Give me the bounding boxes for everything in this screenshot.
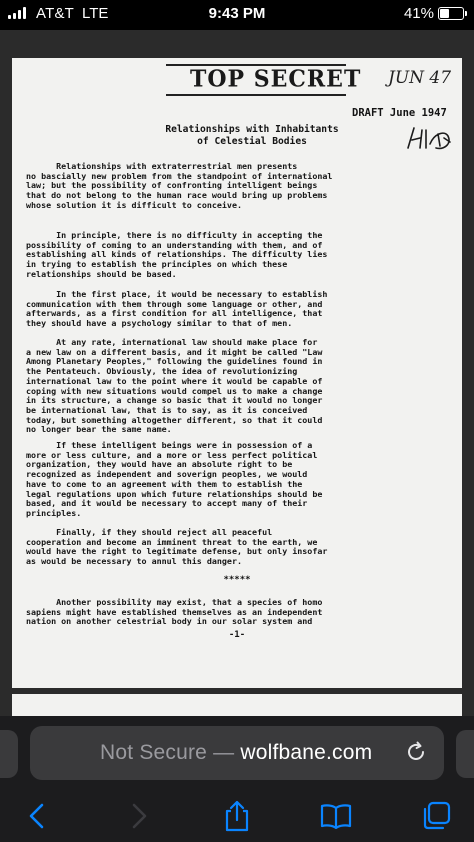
status-bar bbox=[0, 0, 474, 30]
draft-date: DRAFT June 1947 bbox=[352, 107, 447, 119]
document-text-line: relationships should be based. bbox=[26, 268, 177, 279]
chevron-left-icon[interactable] bbox=[20, 800, 56, 832]
handwritten-file-note-icon bbox=[404, 124, 456, 152]
document-text-line: Relationships with extraterrestrial men presents bbox=[26, 161, 298, 171]
document-text-line: Another possibility may exist, that a species of homo bbox=[26, 597, 323, 607]
status-time: 9:43 PM bbox=[208, 5, 266, 22]
carrier-name: AT&T bbox=[36, 5, 75, 22]
document-text-line: that do not belong to the human race would bring up problems bbox=[26, 190, 328, 201]
document-text-line: afterwards, as a first condition for all intelligence, that bbox=[26, 308, 323, 319]
security-label: Not Secure bbox=[100, 741, 208, 764]
previous-tab-peek[interactable] bbox=[0, 730, 18, 778]
document-text-line: coping with new situations would compel us to make a change bbox=[26, 385, 323, 396]
reload-icon[interactable] bbox=[404, 740, 428, 764]
document-text-line: possibility of coming to an understanding with them, and of bbox=[26, 239, 323, 250]
document-text-line: In the first place, it would be necessary to establish bbox=[26, 289, 328, 299]
document-text-line: they should have a psychology similar to that of men. bbox=[26, 318, 293, 329]
document-text-line: international law to the point where it would be capable of bbox=[26, 375, 323, 386]
document-text-line: the Pentateuch. Obviously, the idea of revolutionizing bbox=[26, 366, 298, 377]
document-text-line: have to come to an agreement with them to establish the bbox=[26, 478, 303, 489]
title-line: of Celestial Bodies bbox=[197, 136, 307, 147]
document-title bbox=[152, 124, 352, 148]
document-text-line: would have the right to legitimate defense, but only insofar bbox=[26, 546, 328, 557]
document-text-line: whose solution it is difficult to conceive. bbox=[26, 199, 243, 210]
address-domain: wolfbane.com bbox=[240, 741, 373, 764]
document-text-line: legal regulations upon which future relationships should be bbox=[26, 488, 323, 499]
document-text-line: no longer bear the same name. bbox=[26, 424, 172, 435]
document-text-line: organization, they would have an absolute right to be bbox=[26, 459, 293, 470]
section-separator: ***** bbox=[223, 575, 251, 585]
network-type: LTE bbox=[82, 5, 109, 22]
document-text-line: no bascially new problem from the standpoint of international bbox=[26, 170, 333, 181]
document-text-line: be international law, that is to say, as it is conceived bbox=[26, 404, 308, 415]
top-secret-stamp: TOP SECRET bbox=[190, 65, 362, 93]
document-text-line: If these intelligent beings were in possession of a bbox=[26, 440, 313, 450]
document-text-line: based, and it would be necessary to accept many of their bbox=[26, 498, 308, 509]
share-icon[interactable] bbox=[219, 800, 255, 832]
document-text-line: in trying to establish the principles on which these bbox=[26, 259, 288, 270]
document-text-line: At any rate, international law should make place for bbox=[26, 337, 318, 347]
battery-icon bbox=[438, 7, 464, 20]
document-text-line: as would be necessary to annul this danger. bbox=[26, 556, 243, 567]
book-icon[interactable] bbox=[318, 800, 354, 832]
document-text-line: more or less culture, and a more or less perfect political bbox=[26, 449, 318, 460]
page-number: -1- bbox=[228, 630, 246, 640]
next-tab-peek[interactable] bbox=[456, 730, 474, 778]
document-text-line: establishing all kinds of relationships. The difficulty lies bbox=[26, 249, 328, 260]
address-bar[interactable] bbox=[30, 726, 444, 780]
document-text-line: cooperation and become an imminent threat to the earth, we bbox=[26, 536, 318, 547]
title-line: Relationships with Inhabitants bbox=[165, 124, 339, 135]
document-text-line: today, but something altogether different, so that it could bbox=[26, 414, 323, 425]
document-text-line: Finally, if they should reject all peaceful bbox=[26, 527, 273, 537]
battery-percentage: 41% bbox=[403, 5, 434, 22]
document-text-line: principles. bbox=[26, 507, 82, 518]
document-text-line: in its structure, a change so basic that it would no longer bbox=[26, 395, 323, 406]
document-text-line: nation on another celestrial body in our solar system and bbox=[26, 616, 313, 627]
document-text-line: In principle, there is no difficulty in accepting the bbox=[26, 230, 323, 240]
browser-chrome bbox=[0, 716, 474, 842]
chevron-right-icon[interactable] bbox=[120, 800, 156, 832]
document-text-line: recognized as independent and soverign peoples, we would bbox=[26, 469, 308, 480]
battery-level bbox=[440, 9, 449, 18]
address-separator: — bbox=[207, 741, 241, 764]
document-text-line: communication with them through some language or other, and bbox=[26, 298, 323, 309]
stamp-rule-bottom bbox=[166, 94, 346, 96]
address-text[interactable] bbox=[100, 741, 372, 765]
tabs-icon[interactable] bbox=[418, 800, 454, 832]
browser-toolbar bbox=[0, 796, 474, 840]
document-page bbox=[12, 58, 462, 688]
document-text-line: a new law on a different basis, and it might be called "Law bbox=[26, 346, 323, 357]
handwritten-date: JUN 47 bbox=[388, 68, 452, 88]
document-text-line: law; but the possibility of confronting intelligent beings bbox=[26, 180, 318, 191]
document-text-line: sapiens might have established themselves as an independent bbox=[26, 606, 323, 617]
document-text-line: Among Planetary Peoples," following the guidelines found in bbox=[26, 356, 323, 367]
